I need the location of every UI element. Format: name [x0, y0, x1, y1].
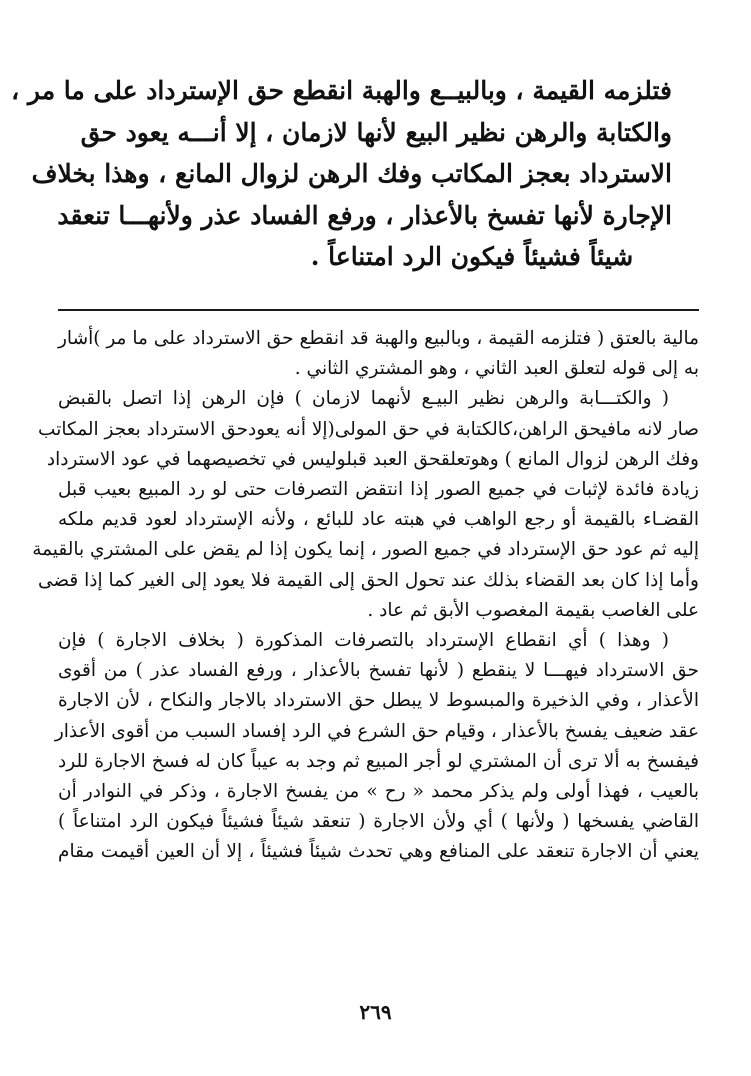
commentary-line: عقد ضعيف يفسخ بالأعذار ، وقيام حق الشرع في الرد إفساد السبب من أقوى الأعذار — [54, 720, 699, 742]
commentary-line: به إلى قوله لتعلق العبد الثاني ، وهو المشتري الثاني . — [294, 358, 699, 380]
commentary-line: زيادة فائدة لإثبات في جميع الصور إذا انتقض التصرفات حتى لو رد المبيع بعيب قبل — [58, 479, 699, 501]
commentary-line: يعني أن الاجارة تنعقد على المنافع وهي تحدث شيئاً فشيئاً ، إلا أن العين أقيمت مقام — [58, 841, 699, 863]
commentary-line: على الغاصب بقيمة المغصوب الأبق ثم عاد . — [367, 599, 699, 621]
commentary-line: ( والكتـــابة والرهن نظير البيـع لأنهما لازمان ) فإن الرهن إذا اتصل بالقبض — [58, 388, 669, 410]
commentary-line: القضـاء بالقيمة أو رجع الواهب في هبته عاد للبائع ، ولأنه الإسترداد لعود قديم ملكه — [58, 509, 699, 531]
commentary-line: القاضي يفسخها ( ولأنها ) أي ولأن الاجارة ( تنعقد شيئاً فشيئاً فيكون الرد امتناعاً ) — [58, 811, 699, 833]
commentary-line: مالية بالعتق ( فتلزمه القيمة ، وبالبيع والهبة قد انقطع حق الاسترداد على ما مر )أشار — [58, 328, 699, 349]
commentary-line: فيفسخ به ألا ترى أن المشتري لو أجر المبيع ثم وجد به عيباً كان له فسخ الاجارة للرد — [58, 750, 699, 772]
main-text-line: والكتابة والرهن نظير البيع لأنها لازمان ، إلا أنـــه يعود حق — [80, 117, 672, 147]
commentary-line: حق الاسترداد فيهـــا لا ينقطع ( لأنها تفسخ بالأعذار ، ورفع الفساد عذر ) من أقوى — [58, 660, 699, 682]
commentary-line: ( وهذا ) أي انقطاع الإسترداد بالتصرفات المذكورة ( بخلاف الاجارة ) فإن — [58, 630, 669, 652]
commentary-line: الأعذار ، وفي الذخيرة والمبسوط لا يبطل حق الاسترداد بالاجار والنكاح ، لأن الاجارة — [58, 690, 699, 712]
section-divider — [58, 309, 699, 311]
commentary-line: صار لانه مافيحق الراهن،كالكتابة في حق المولى(إلا أنه يعودحق الاسترداد بعجز المكاتب — [38, 418, 699, 440]
commentary-line: بالعيب ، فهذا أولى ولم يذكر محمد « رح » من يفسخ الاجارة ، وذكر في النوادر أن — [58, 781, 699, 803]
commentary-line: إليه ثم عود حق الإسترداد في جميع الصور ، إنما يكون إذا لم يقض على المشتري بالقيمة — [32, 539, 699, 561]
commentary-block — [32, 324, 699, 868]
main-text-line: الاسترداد بعجز المكاتب وفك الرهن لزوال المانع ، وهذا بخلاف — [31, 159, 672, 188]
main-text-line: فتلزمه القيمة ، وبالبيــع والهبة انقطع حق الإسترداد على ما مر ، — [11, 76, 672, 105]
main-text-block — [11, 70, 672, 278]
main-text-line: الإجارة لأنها تفسخ بالأعذار ، ورفع الفساد عذر ولأنهـــا تنعقد — [57, 200, 672, 230]
main-text-line: شيئاً فشيئاً فيكون الرد امتناعاً . — [310, 242, 634, 271]
page-number: ٢٦٩ — [359, 1000, 392, 1024]
commentary-line: وأما إذا كان بعد القضاء بذلك عند تحول الحق إلى القيمة فلا يعود إلى الغير كما إذا قضى — [37, 569, 699, 591]
commentary-line: وفك الرهن لزوال المانع ) وهوتعلقحق العبد قبلوليس في تخصيصهما في عود الاسترداد — [46, 448, 699, 470]
